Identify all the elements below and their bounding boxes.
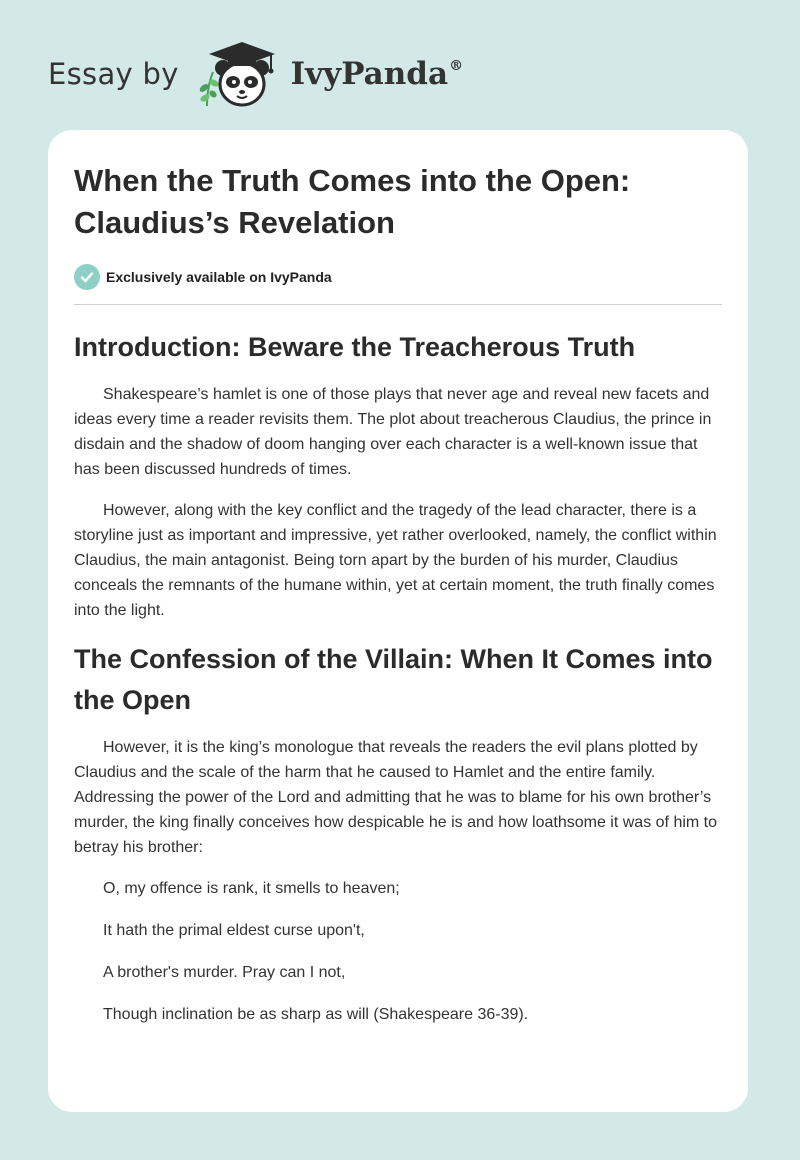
section-heading: Introduction: Beware the Treacherous Truth [74,332,636,362]
essay-by-label: Essay by [48,57,179,91]
essay-card [48,130,748,1112]
paragraph: However, along with the key conflict and the tragedy of the lead character, there is a storyline just as important and impressive, yet rather overlooked, namely, the conflict within Claudius, the main antagonist. Being torn apart by the burden of his murder, Claudius conceals the remnants of the humane within, yet at certain moment, the truth finally comes into the light. [74,502,717,619]
check-circle-icon [74,264,100,290]
paragraph: However, it is the king’s monologue that reveals the readers the evil plans plotted by Claudius and the scale of the harm that he caused to Hamlet and the entire family. Addressing the power of the Lord and admitting that he was to blame for his own brother’s murder, the king finally conceives how despicable he is and how loathsome it was of him to betray his brother: [74,739,718,856]
quote-line: A brother's murder. Pray can I not, [103,964,346,981]
brand-name[interactable] [291,56,463,92]
paragraph: Shakespeare’s hamlet is one of those plays that never age and reveal new facets and ideas every time a reader revisits them. The plot about treacherous Claudius, the prince in disdain and the shadow of doom hanging over each character is a well-known issue that has been discussed hundreds of times. [74,386,712,478]
site-header [48,34,463,114]
brand-text: IvyPanda [290,56,449,92]
quote-line: O, my offence is rank, it smells to heaven; [103,880,400,897]
badge-label: Exclusively available on IvyPanda [106,269,332,285]
essay-title: When the Truth Comes into the Open: Claudius’s Revelation [74,163,631,240]
exclusive-badge [74,264,722,305]
panda-graduate-logo-icon[interactable] [193,36,285,112]
registered-mark: ® [449,58,464,74]
section-heading: The Confession of the Villain: When It Comes into the Open [74,644,713,715]
quote-line: Though inclination be as sharp as will (Shakespeare 36-39). [103,1006,529,1023]
quote-line: It hath the primal eldest curse upon't, [103,922,365,939]
